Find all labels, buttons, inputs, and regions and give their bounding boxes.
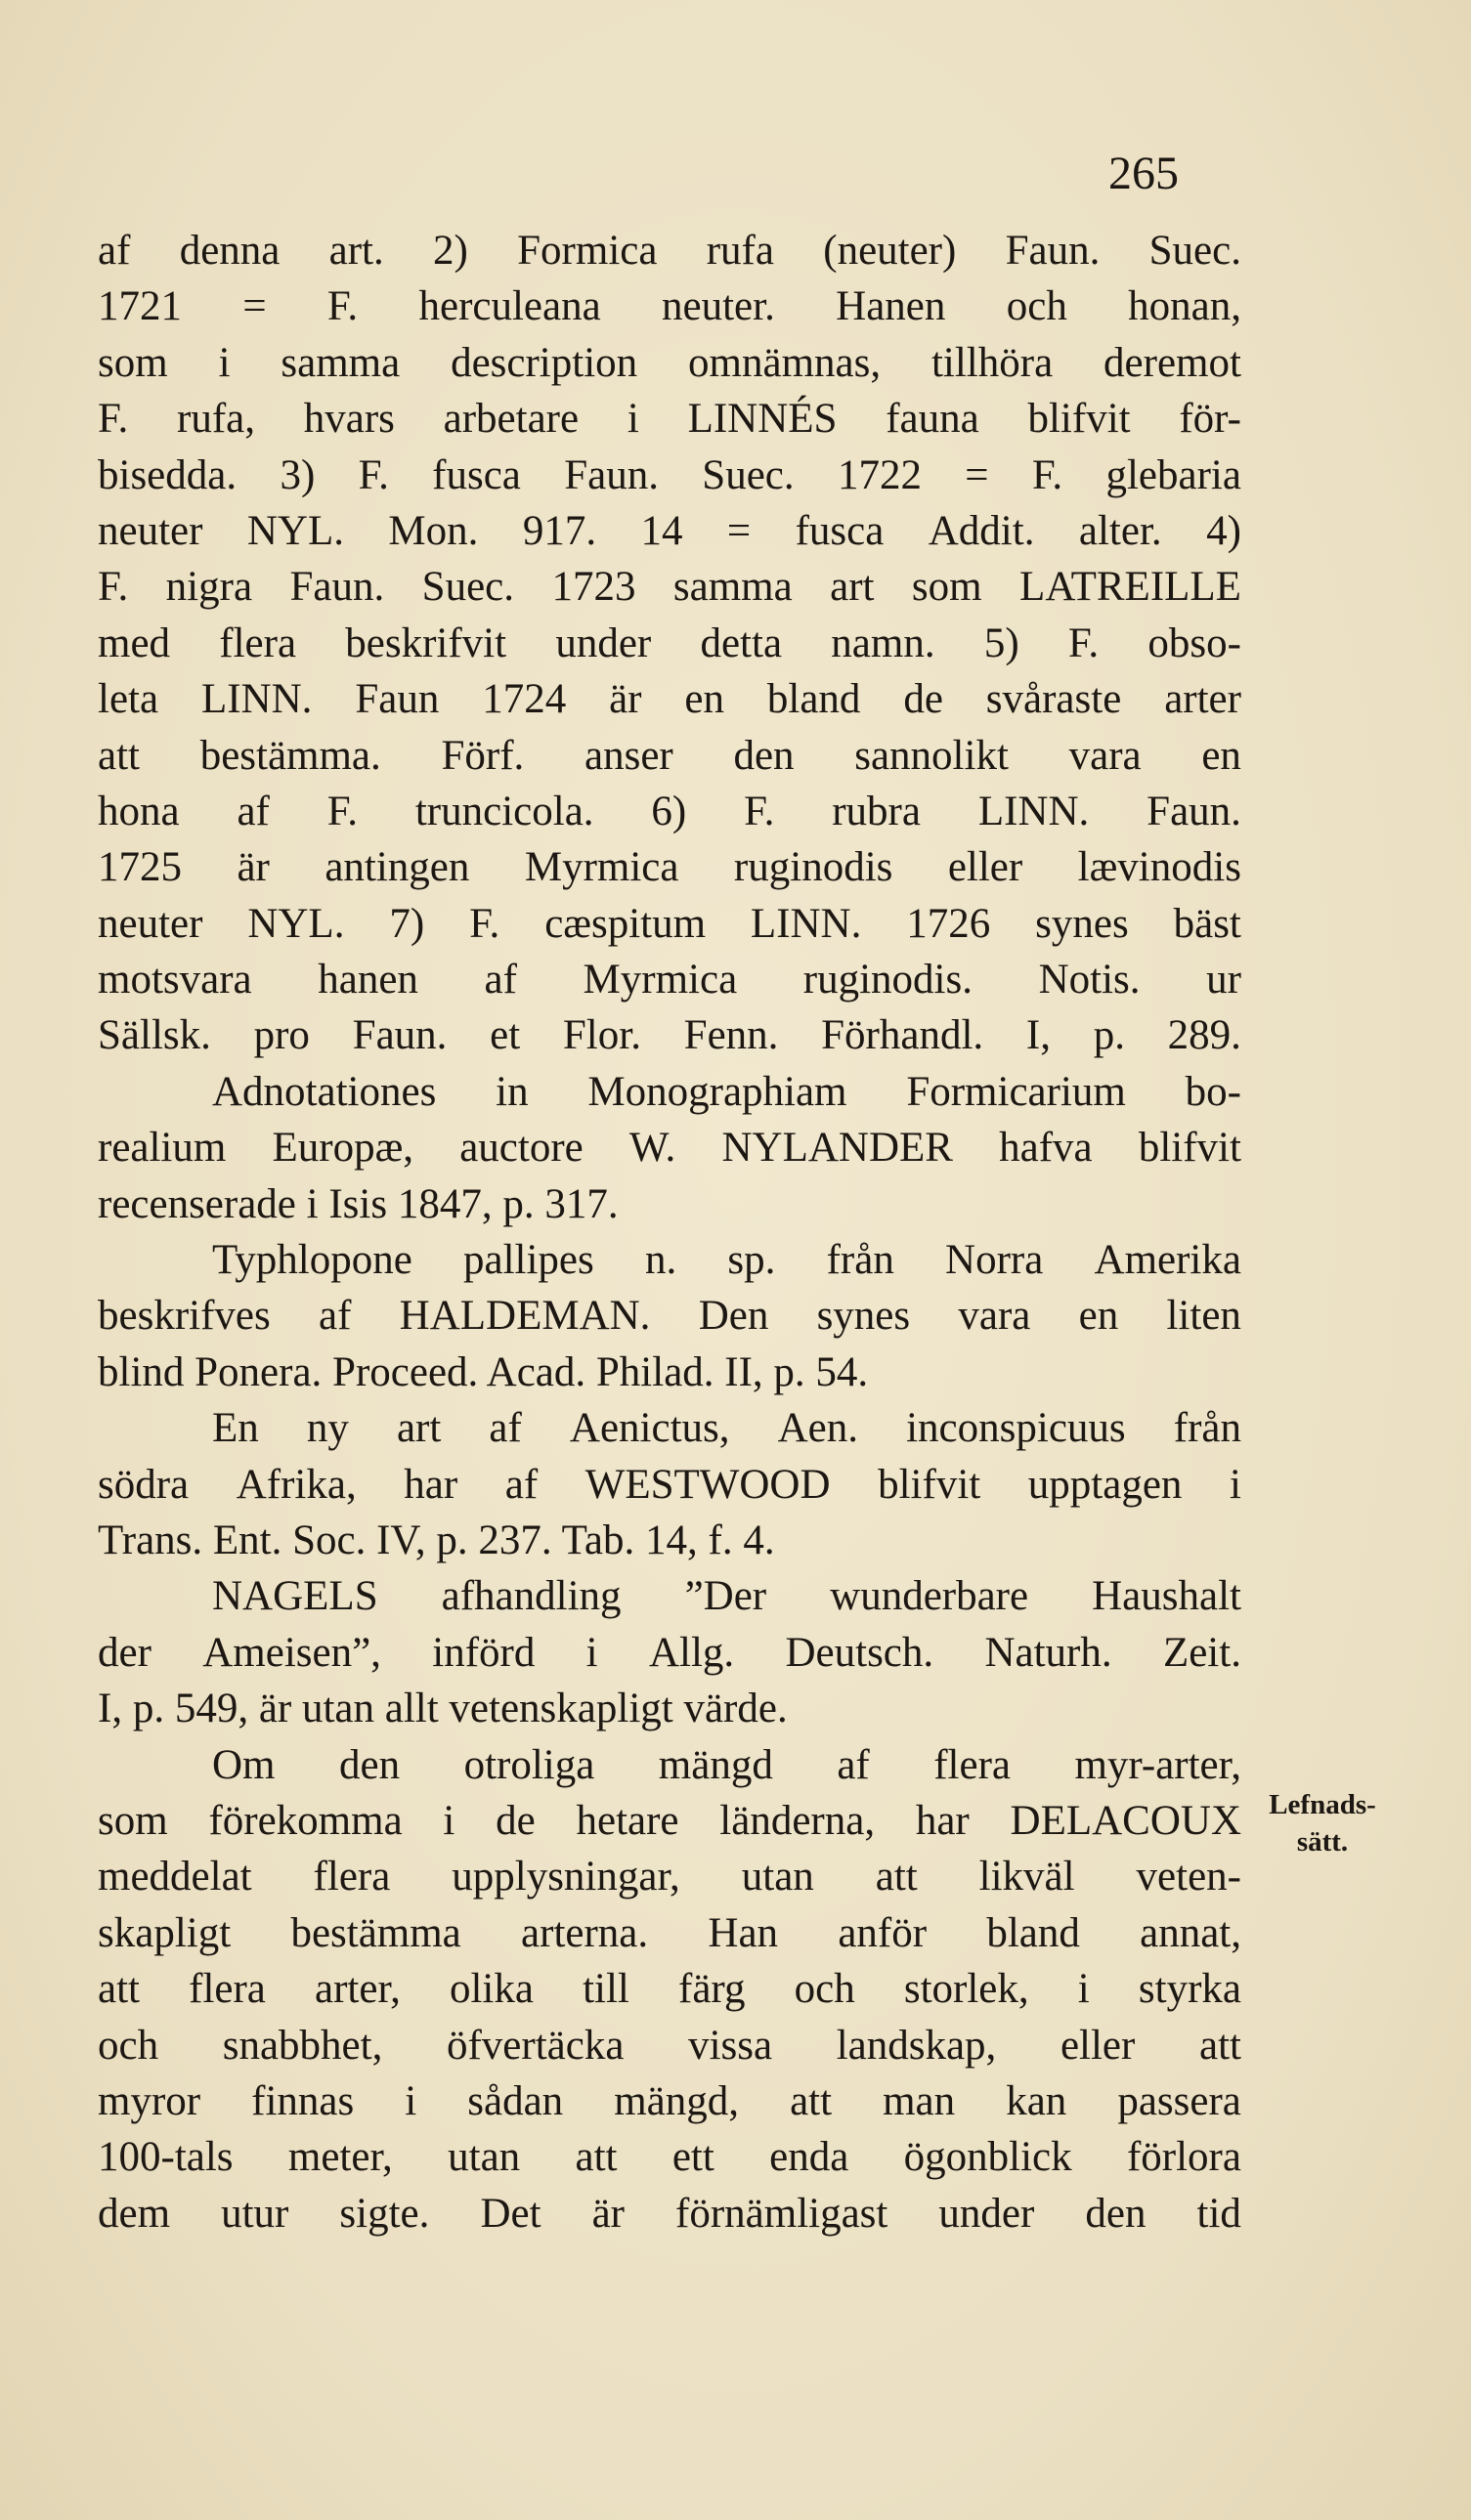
- word: bestämma: [290, 1909, 461, 1956]
- word: ett: [671, 2134, 714, 2181]
- word: fauna: [886, 396, 979, 443]
- word: annat,: [1140, 1909, 1241, 1956]
- word: Deutsch.: [785, 1629, 934, 1676]
- word: art: [396, 1405, 442, 1452]
- word: flera: [933, 1741, 1011, 1788]
- text-line: [98, 1568, 1241, 1624]
- word: p.: [1093, 1012, 1125, 1059]
- word: som: [98, 1797, 168, 1844]
- word: LATREILLE: [1019, 564, 1241, 611]
- word: WESTWOOD: [584, 1461, 831, 1508]
- word: anför: [838, 1909, 928, 1956]
- word: LINN.: [977, 788, 1090, 834]
- word: från: [1173, 1405, 1241, 1452]
- word: HALDEMAN.: [399, 1293, 651, 1340]
- word: en: [1078, 1293, 1119, 1340]
- word: et: [490, 1012, 521, 1059]
- word: som: [98, 339, 168, 386]
- word: antingen: [324, 844, 470, 891]
- word: länderna,: [719, 1797, 876, 1844]
- word: Amerika: [1094, 1237, 1241, 1284]
- word: synes: [1035, 900, 1129, 947]
- word: att: [1198, 2022, 1241, 2069]
- text-line: [98, 448, 1241, 503]
- word: glebaria: [1105, 451, 1241, 498]
- word: DELACOUX: [1010, 1797, 1241, 1844]
- text-line: [98, 2073, 1241, 2129]
- word: Förf.: [441, 732, 525, 779]
- word: flera: [189, 1966, 266, 2013]
- word: neuter.: [662, 283, 775, 330]
- word: En: [212, 1405, 259, 1452]
- text-line: [98, 223, 1241, 278]
- word: hanen: [318, 957, 418, 1004]
- word: F.: [358, 451, 389, 498]
- word: myr-arter,: [1074, 1741, 1241, 1788]
- word: man: [883, 2077, 956, 2124]
- word: likväl: [978, 1854, 1075, 1901]
- word: Addit.: [928, 507, 1035, 554]
- word: sannolikt: [854, 732, 1009, 779]
- word: der: [98, 1629, 151, 1676]
- text-line: [98, 671, 1241, 727]
- text-line: [98, 559, 1241, 615]
- word: af: [237, 788, 270, 834]
- word: Faun.: [564, 451, 659, 498]
- word: är: [237, 844, 270, 891]
- word: rufa: [706, 228, 774, 274]
- word: hafva: [999, 1125, 1093, 1172]
- word: eller: [1060, 2022, 1136, 2069]
- word: har: [404, 1461, 458, 1508]
- text-line: [98, 1400, 1241, 1456]
- word: denna: [179, 228, 281, 274]
- word: att: [98, 732, 140, 779]
- text-line: [98, 278, 1241, 334]
- word: utan: [448, 2134, 521, 2181]
- word: NAGELS: [212, 1573, 378, 1620]
- word: Suec.: [702, 451, 795, 498]
- word: Myrmica: [524, 844, 679, 891]
- word: tillhöra: [930, 339, 1054, 386]
- word: Zeit.: [1162, 1629, 1241, 1676]
- word: 1723: [551, 564, 636, 611]
- word: 3): [280, 451, 316, 498]
- text-line: [98, 839, 1241, 895]
- word: neuter: [98, 507, 203, 554]
- word: veten-: [1136, 1854, 1241, 1901]
- word: 4): [1206, 507, 1241, 554]
- word: omnämnas,: [688, 339, 882, 386]
- word: Fenn.: [683, 1012, 779, 1059]
- word: med: [98, 619, 171, 666]
- word: passera: [1117, 2077, 1241, 2124]
- word: bestämma.: [199, 732, 381, 779]
- word: bo-: [1185, 1068, 1241, 1115]
- word: truncicola.: [414, 788, 594, 834]
- word: Flor.: [562, 1012, 641, 1059]
- word: =: [242, 283, 267, 330]
- word: sådan: [467, 2077, 564, 2124]
- text-line: [98, 1905, 1241, 1961]
- word: auctore: [459, 1125, 584, 1172]
- word: kan: [1006, 2077, 1067, 2124]
- word: blifvit: [1138, 1125, 1241, 1172]
- word: neuter: [98, 900, 203, 947]
- word: snabbhet,: [222, 2022, 383, 2069]
- word: i: [218, 339, 231, 386]
- word: för-: [1179, 396, 1241, 443]
- word: Suec.: [421, 564, 514, 611]
- word: hona: [98, 788, 180, 834]
- text-line: [98, 784, 1241, 839]
- word: 289.: [1167, 1012, 1241, 1059]
- word: cæspitum: [544, 900, 707, 947]
- word: Norra: [945, 1237, 1044, 1284]
- word: mängd: [658, 1741, 773, 1788]
- word: förekomma: [208, 1797, 403, 1844]
- word: LINN.: [200, 676, 313, 723]
- word: arter: [1164, 676, 1241, 723]
- word: Den: [698, 1293, 769, 1340]
- word: upptagen: [1027, 1461, 1183, 1508]
- word: i: [1077, 1966, 1090, 2013]
- word: 1726: [906, 900, 991, 947]
- word: landskap,: [836, 2022, 997, 2069]
- word: i: [585, 1629, 598, 1676]
- word: Allg.: [648, 1629, 735, 1676]
- word: Faun.: [289, 564, 385, 611]
- word: bland: [766, 676, 861, 723]
- word: tid: [1196, 2190, 1241, 2237]
- word: att: [875, 1854, 918, 1901]
- word: i: [443, 1797, 455, 1844]
- word: vara: [1068, 732, 1142, 779]
- word: meddelat: [98, 1854, 252, 1901]
- word: =: [726, 507, 752, 554]
- word: Hanen: [836, 283, 946, 330]
- word: ur: [1206, 957, 1241, 1004]
- word: storlek,: [903, 1966, 1029, 2013]
- word: flera: [313, 1854, 391, 1901]
- word: Sällsk.: [98, 1012, 211, 1059]
- word: liten: [1166, 1293, 1241, 1340]
- word: nigra: [165, 564, 253, 611]
- word: af: [484, 957, 517, 1004]
- text-line: Trans. Ent. Soc. IV, p. 237. Tab. 14, f. 4.: [98, 1516, 775, 1563]
- word: utan: [741, 1854, 814, 1901]
- word: 14: [640, 507, 683, 554]
- text-line: [98, 1064, 1241, 1120]
- text-line: [98, 728, 1241, 784]
- word: otroliga: [463, 1741, 595, 1788]
- word: NYLANDER: [721, 1125, 953, 1172]
- text-line: blind Ponera. Proceed. Acad. Philad. II, p. 54.: [98, 1348, 869, 1395]
- text-line: [98, 1007, 1241, 1063]
- text-line: recenserade i Isis 1847, p. 317.: [98, 1180, 619, 1227]
- text-line: [98, 896, 1241, 952]
- word: (neuter): [823, 228, 957, 274]
- word: arter,: [315, 1966, 401, 2013]
- word: NYL.: [246, 507, 344, 554]
- word: n.: [644, 1237, 677, 1284]
- word: deremot: [1103, 339, 1241, 386]
- word: flera: [219, 619, 297, 666]
- word: vissa: [688, 2022, 773, 2069]
- word: Aenictus,: [569, 1405, 730, 1452]
- text-line: [98, 1849, 1241, 1904]
- text-line: [98, 1737, 1241, 1793]
- text-line: [98, 1232, 1241, 1288]
- word: Faun.: [352, 1012, 448, 1059]
- word: skapligt: [98, 1909, 232, 1956]
- word: sp.: [727, 1237, 776, 1284]
- word: af: [489, 1405, 522, 1452]
- word: bäst: [1173, 900, 1241, 947]
- word: under: [938, 2190, 1035, 2237]
- word: detta: [700, 619, 783, 666]
- text-line: [98, 1457, 1241, 1513]
- text-line: [98, 952, 1241, 1007]
- word: honan,: [1128, 283, 1241, 330]
- word: Adnotationes: [212, 1068, 437, 1115]
- word: rubra: [832, 788, 921, 834]
- word: har: [915, 1797, 970, 1844]
- word: en: [684, 676, 724, 723]
- word: de: [496, 1797, 536, 1844]
- word: samma: [281, 339, 401, 386]
- word: öfvertäcka: [446, 2022, 625, 2069]
- page-number: 265: [1108, 148, 1179, 199]
- word: Förhandl.: [821, 1012, 984, 1059]
- word: in: [496, 1068, 529, 1115]
- word: 917.: [522, 507, 597, 554]
- word: Monographiam: [587, 1068, 847, 1115]
- word: af: [837, 1741, 870, 1788]
- text-line: [98, 1793, 1241, 1849]
- word: mängd,: [614, 2077, 740, 2124]
- word: Haushalt: [1092, 1573, 1241, 1620]
- text-line: [98, 1120, 1241, 1175]
- word: F.: [744, 788, 775, 834]
- word: finnas: [251, 2077, 355, 2124]
- word: lævinodis: [1077, 844, 1241, 891]
- word: bland: [986, 1909, 1080, 1956]
- word: anser: [584, 732, 673, 779]
- word: vara: [958, 1293, 1031, 1340]
- text-line: [98, 503, 1241, 559]
- word: Faun.: [1005, 228, 1101, 274]
- word: LINNÉS: [687, 396, 838, 443]
- word: realium: [98, 1125, 227, 1172]
- word: Formica: [517, 228, 658, 274]
- word: pallipes: [463, 1237, 594, 1284]
- word: att: [790, 2077, 833, 2124]
- word: förnämligast: [675, 2190, 888, 2237]
- word: eller: [947, 844, 1023, 891]
- word: af: [504, 1461, 539, 1508]
- word: 6): [651, 788, 687, 834]
- word: Typhlopone: [212, 1237, 412, 1284]
- word: samma: [672, 564, 793, 611]
- word: i: [1230, 1461, 1241, 1508]
- word: är: [591, 2190, 625, 2237]
- word: Ameisen”,: [202, 1629, 381, 1676]
- word: olika: [449, 1966, 534, 2013]
- word: art: [830, 564, 875, 611]
- word: Naturh.: [984, 1629, 1112, 1676]
- word: ruginodis.: [802, 957, 973, 1004]
- word: namn.: [831, 619, 935, 666]
- word: upplysningar,: [452, 1854, 680, 1901]
- text-line: [98, 2186, 1241, 2242]
- word: herculeana: [418, 283, 601, 330]
- word: Suec.: [1148, 228, 1241, 274]
- word: 7): [389, 900, 425, 947]
- word: I,: [1025, 1012, 1051, 1059]
- word: Mon.: [388, 507, 479, 554]
- word: myror: [98, 2077, 201, 2124]
- word: ”Der: [684, 1573, 767, 1620]
- word: Aen.: [777, 1405, 859, 1452]
- word: 1724: [482, 676, 567, 723]
- word: W.: [628, 1125, 676, 1172]
- word: 2): [433, 228, 468, 274]
- word: 1725: [98, 844, 182, 891]
- word: Notis.: [1038, 957, 1141, 1004]
- word: utur: [221, 2190, 289, 2237]
- word: F.: [98, 396, 129, 443]
- word: LINN.: [750, 900, 862, 947]
- word: Han: [708, 1909, 779, 1956]
- word: af: [98, 228, 131, 274]
- word: beskrifves: [98, 1293, 271, 1340]
- word: inconspicuus: [906, 1405, 1126, 1452]
- word: att: [98, 1966, 140, 2013]
- word: är: [609, 676, 642, 723]
- word: 1722: [837, 451, 922, 498]
- word: sigte.: [339, 2190, 430, 2237]
- word: en: [1201, 732, 1241, 779]
- word: blifvit: [878, 1461, 981, 1508]
- word: Om: [212, 1741, 276, 1788]
- word: F.: [98, 564, 129, 611]
- margin-note: Lefnads-sätt.: [1269, 1789, 1376, 1858]
- word: af: [318, 1293, 352, 1340]
- word: =: [965, 451, 989, 498]
- word: och: [1006, 283, 1067, 330]
- word: svåraste: [985, 676, 1122, 723]
- word: NYL.: [247, 900, 345, 947]
- word: afhandling: [441, 1573, 622, 1620]
- word: Myrmica: [583, 957, 738, 1004]
- word: F.: [326, 283, 359, 330]
- word: F.: [1067, 619, 1100, 666]
- word: i: [405, 2077, 417, 2124]
- text-line: [98, 1961, 1241, 2017]
- word: 1721: [98, 283, 182, 330]
- word: den: [338, 1741, 401, 1788]
- word: meter,: [287, 2134, 393, 2181]
- body-text: [98, 223, 1241, 2242]
- word: blifvit: [1027, 396, 1131, 443]
- word: hvars: [303, 396, 395, 443]
- word: art.: [328, 228, 384, 274]
- word: motsvara: [98, 957, 252, 1004]
- word: Det: [480, 2190, 541, 2237]
- word: de: [903, 676, 943, 723]
- word: ruginodis: [733, 844, 893, 891]
- text-line: [98, 391, 1241, 447]
- word: förlora: [1126, 2134, 1241, 2181]
- word: till: [583, 1966, 629, 2013]
- word: under: [555, 619, 652, 666]
- word: den: [733, 732, 795, 779]
- word: beskrifvit: [345, 619, 507, 666]
- text-line: [98, 2018, 1241, 2073]
- word: Faun.: [1147, 788, 1241, 834]
- word: 5): [983, 619, 1019, 666]
- word: obso-: [1147, 619, 1241, 666]
- word: och: [98, 2022, 159, 2069]
- word: F.: [1031, 451, 1063, 498]
- word: ögonblick: [903, 2134, 1072, 2181]
- word: Afrika,: [236, 1461, 357, 1508]
- word: dem: [98, 2190, 171, 2237]
- text-line: [98, 335, 1241, 391]
- word: F.: [469, 900, 500, 947]
- word: leta: [98, 676, 159, 723]
- text-line: [98, 1625, 1241, 1681]
- word: och: [794, 1966, 855, 2013]
- word: styrka: [1138, 1966, 1241, 2013]
- word: wunderbare: [830, 1573, 1029, 1620]
- word: pro: [253, 1012, 310, 1059]
- word: Formicarium: [906, 1068, 1126, 1115]
- word: rufa,: [177, 396, 255, 443]
- text-line: [98, 2129, 1241, 2185]
- word: arterna.: [521, 1909, 649, 1956]
- word: som: [911, 564, 982, 611]
- word: den: [1085, 2190, 1147, 2237]
- word: alter.: [1078, 507, 1162, 554]
- text-line: [98, 616, 1241, 671]
- word: södra: [98, 1461, 190, 1508]
- word: description: [451, 339, 638, 386]
- word: 100-tals: [98, 2134, 234, 2181]
- word: Europæ,: [272, 1125, 414, 1172]
- word: synes: [816, 1293, 911, 1340]
- word: införd: [432, 1629, 536, 1676]
- text-line: I, p. 549, är utan allt vetenskapligt värde.: [98, 1686, 788, 1732]
- word: att: [575, 2134, 618, 2181]
- text-line: [98, 1288, 1241, 1344]
- word: arbetare: [443, 396, 580, 443]
- word: fusca: [432, 451, 521, 498]
- word: färg: [678, 1966, 746, 2013]
- word: enda: [769, 2134, 849, 2181]
- word: fusca: [795, 507, 885, 554]
- word: F.: [326, 788, 358, 834]
- word: hetare: [576, 1797, 679, 1844]
- word: Faun: [355, 676, 440, 723]
- word: bisedda.: [98, 451, 238, 498]
- word: från: [826, 1237, 894, 1284]
- word: ny: [306, 1405, 349, 1452]
- word: i: [627, 396, 639, 443]
